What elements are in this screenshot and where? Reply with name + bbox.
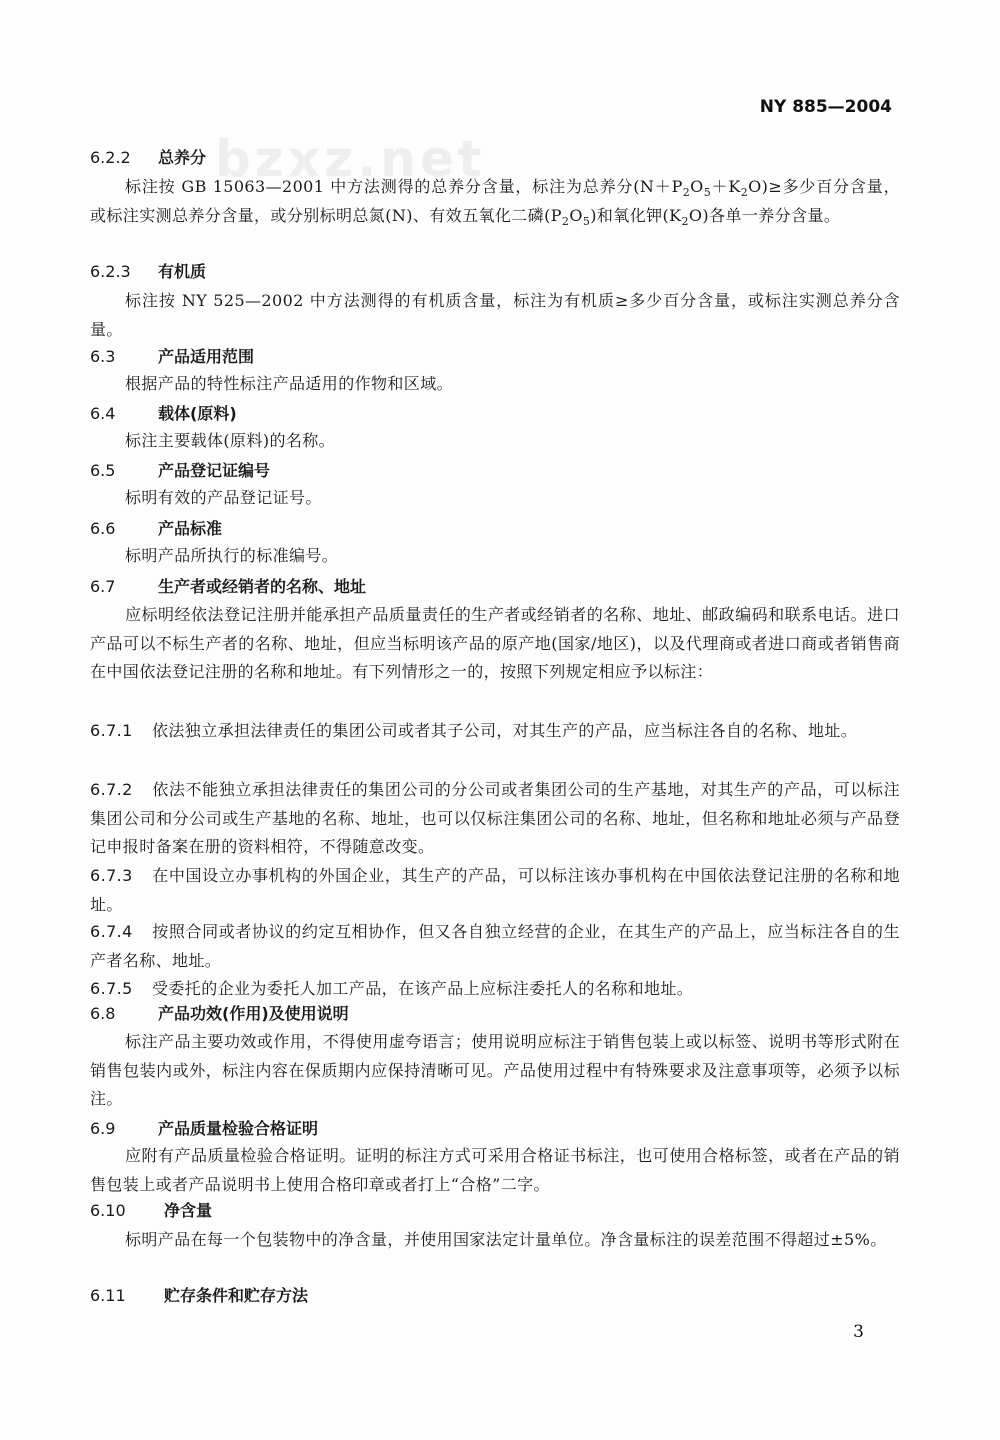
clause-number: 6.7.1 bbox=[90, 721, 133, 740]
section-title: 产品标准 bbox=[158, 519, 223, 538]
clause-number: 6.7.3 bbox=[90, 866, 133, 885]
paragraph-6-2-2: 标注按 GB 15063—2001 中方法测得的总养分含量，标注为总养分$(N+P_2O_5+K_2O)\ge$多少百分含量，或标注实测总养分含量，或分别标明总氮(N)、有效五氧化二磷$(P_2O_5)$和氧化钾$(K_2O)$各单一养分含量。 bbox=[90, 177, 900, 228]
section-title: 产品功效(作用)及使用说明 bbox=[158, 1004, 349, 1023]
heading-6-11 bbox=[90, 1285, 900, 1307]
clause-text: 按照合同或者协议的约定互相协作，但又各自独立经营的企业，在其生产的产品上，应当标注各自的生产者名称、地址。 bbox=[90, 922, 900, 970]
section-title: 载体(原料) bbox=[158, 404, 237, 423]
section-number: 6.8 bbox=[90, 1004, 116, 1023]
paragraph-6-4: 标注主要载体(原料)的名称。 bbox=[125, 431, 336, 450]
heading-6-6 bbox=[90, 518, 900, 540]
section-title: 产品登记证编号 bbox=[158, 461, 271, 480]
clause-text: 在中国设立办事机构的外国企业，其生产的产品，可以标注该办事机构在中国依法登记注册的名称和地址。 bbox=[90, 866, 900, 914]
paragraph-6-3: 根据产品的特性标注产品适用的作物和区域。 bbox=[125, 374, 454, 393]
heading-6-2-3 bbox=[90, 261, 900, 283]
paragraph-6-5: 标明有效的产品登记证号。 bbox=[125, 488, 322, 507]
heading-6-9 bbox=[90, 1118, 900, 1140]
clause-6-7-2 bbox=[90, 776, 900, 862]
document-code: NY 885—2004 bbox=[759, 97, 892, 117]
clause-6-7-4 bbox=[90, 918, 900, 975]
section-number: 6.10 bbox=[90, 1201, 126, 1220]
clause-6-7-5 bbox=[90, 975, 900, 1004]
clause-text: 受委托的企业为委托人加工产品，在该产品上应标注委托人的名称和地址。 bbox=[152, 979, 694, 998]
heading-6-10 bbox=[90, 1200, 900, 1222]
paragraph-6-9: 应附有产品质量检验合格证明。证明的标注方式可采用合格证书标注，也可使用合格标签，或者在产品的销售包装上或者产品说明书上使用合格印章或者打上“合格”二字。 bbox=[90, 1146, 900, 1194]
section-number: 6.11 bbox=[90, 1286, 126, 1305]
section-number: 6.7 bbox=[90, 577, 116, 596]
section-number: 6.5 bbox=[90, 461, 116, 480]
section-title: 贮存条件和贮存方法 bbox=[164, 1286, 309, 1305]
section-number: 6.3 bbox=[90, 347, 116, 366]
clause-6-7-3 bbox=[90, 862, 900, 919]
section-number: 6.9 bbox=[90, 1119, 116, 1138]
clause-text: 依法不能独立承担法律责任的集团公司的分公司或者集团公司的生产基地，对其生产的产品，可以标注集团公司和分公司或生产基地的名称、地址，也可以仅标注集团公司的名称、地址，但名称和地址必须与产品登记申报时备案在册的资料相符，不得随意改变。 bbox=[90, 780, 900, 856]
paragraph-6-7: 应标明经依法登记注册并能承担产品质量责任的生产者或经销者的名称、地址、邮政编码和联系电话。进口产品可以不标生产者的名称、地址，但应当标明该产品的原产地(国家/地区)，以及代理商或者进口商或者销售商在中国依法登记注册的名称和地址。有下列情形之一的，按照下列规定相应予以标注： bbox=[90, 605, 900, 681]
heading-6-4 bbox=[90, 403, 900, 425]
heading-6-2-2 bbox=[90, 147, 900, 169]
section-number: 6.2.3 bbox=[90, 262, 131, 281]
clause-number: 6.7.2 bbox=[90, 780, 133, 799]
section-number: 6.2.2 bbox=[90, 148, 131, 167]
clause-number: 6.7.5 bbox=[90, 979, 133, 998]
page-number: 3 bbox=[853, 1322, 864, 1342]
section-title: 生产者或经销者的名称、地址 bbox=[158, 577, 367, 596]
heading-6-8 bbox=[90, 1003, 900, 1025]
watermark: bzxz.net bbox=[215, 130, 486, 188]
paragraph-6-8: 标注产品主要功效或作用，不得使用虚夸语言；使用说明应标注于销售包装上或以标签、说明书等形式附在销售包装内或外，标注内容在保质期内应保持清晰可见。产品使用过程中有特殊要求及注意事项等，必须予以标注。 bbox=[90, 1032, 900, 1108]
paragraph-6-10: 标明产品在每一个包装物中的净含量，并使用国家法定计量单位。净含量标注的误差范围不得超过±5%。 bbox=[125, 1230, 887, 1249]
clause-number: 6.7.4 bbox=[90, 922, 133, 941]
paragraph-6-2-3: 标注按 NY 525—2002 中方法测得的有机质含量，标注为有机质≥多少百分含量，或标注实测总养分含量。 bbox=[90, 291, 900, 339]
section-title: 净含量 bbox=[164, 1201, 213, 1220]
heading-6-3 bbox=[90, 346, 900, 368]
clause-6-7-1 bbox=[90, 717, 900, 746]
heading-6-5 bbox=[90, 460, 900, 482]
paragraph-6-6: 标明产品所执行的标准编号。 bbox=[125, 546, 339, 565]
section-title: 总养分 bbox=[158, 148, 207, 167]
section-number: 6.4 bbox=[90, 404, 116, 423]
clause-text: 依法独立承担法律责任的集团公司或者其子公司，对其生产的产品，应当标注各自的名称、地址。 bbox=[152, 721, 858, 740]
section-title: 产品质量检验合格证明 bbox=[158, 1119, 319, 1138]
section-title: 有机质 bbox=[158, 262, 207, 281]
heading-6-7 bbox=[90, 576, 900, 598]
section-title: 产品适用范围 bbox=[158, 347, 255, 366]
section-number: 6.6 bbox=[90, 519, 116, 538]
